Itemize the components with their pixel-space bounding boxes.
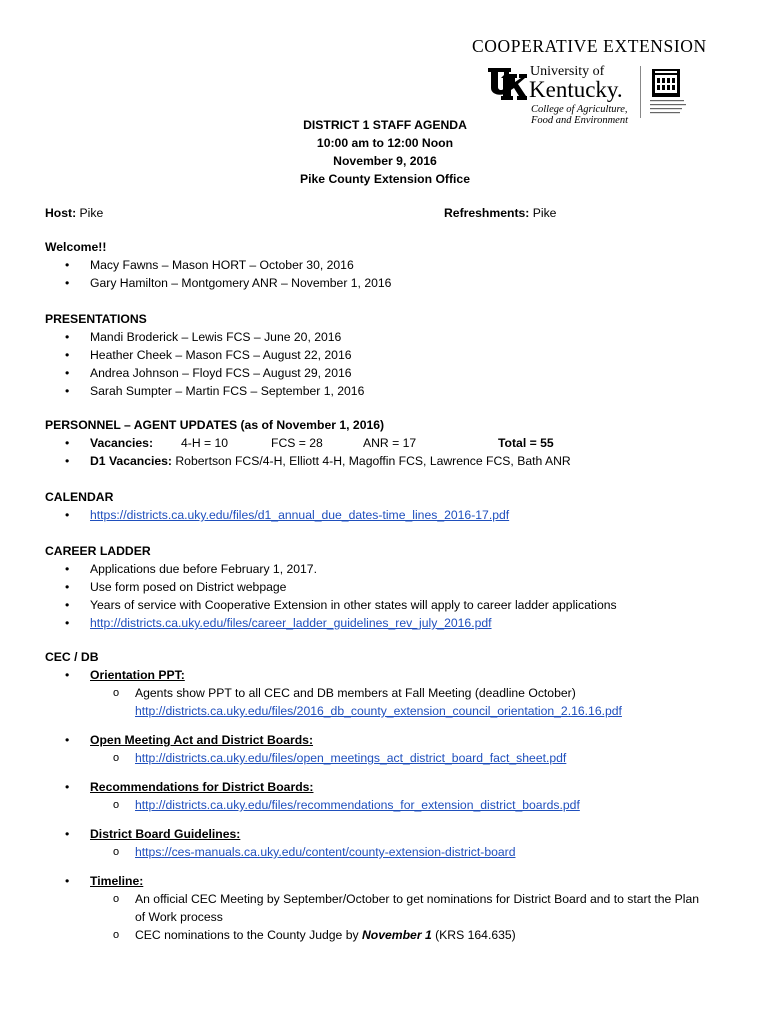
list-item bbox=[45, 506, 745, 524]
vacancies-label: • Vacancies: bbox=[90, 436, 154, 450]
d1-vacancies-item bbox=[45, 452, 745, 470]
welcome-heading: Welcome!! bbox=[45, 240, 107, 254]
d1-vacancies-label: D1 Vacancies: bbox=[90, 454, 172, 468]
kentucky-wordmark: Kentucky. bbox=[529, 77, 623, 102]
open-meeting-item bbox=[45, 731, 745, 767]
guidelines-item bbox=[45, 825, 745, 861]
presentations-section bbox=[45, 310, 745, 400]
agenda-time: 10:00 am to 12:00 Noon bbox=[316, 136, 454, 150]
vacancies-item bbox=[45, 434, 745, 452]
agenda-location: Pike County Extension Office bbox=[300, 172, 470, 186]
vacancies-fcs: FCS = 28 bbox=[271, 436, 323, 450]
guidelines-subitem bbox=[90, 843, 745, 861]
career-ladder-heading: CAREER LADDER bbox=[45, 544, 151, 558]
agenda-title-block bbox=[250, 116, 520, 188]
timeline-item bbox=[45, 872, 745, 944]
vacancies-4h: 4-H = 10 bbox=[181, 436, 229, 450]
timeline-subitem-1: o An official CEC Meeting by September/October to get nominations for District Board and to start the Plan of Work process bbox=[90, 890, 700, 926]
d1-vacancies-value: Robertson FCS/4-H, Elliott 4-H, Magoffin FCS, Lawrence FCS, Bath ANR bbox=[175, 454, 571, 468]
calendar-heading: CALENDAR bbox=[45, 490, 114, 504]
calendar-section bbox=[45, 488, 745, 524]
orientation-subitem bbox=[90, 684, 745, 720]
orientation-text: o Agents show PPT to all CEC and DB members at Fall Meeting (deadline October) bbox=[135, 686, 576, 700]
timeline-item2-date: November 1 bbox=[361, 928, 432, 942]
refreshments-line bbox=[444, 204, 556, 222]
cooperative-extension-title: COOPERATIVE EXTENSION bbox=[472, 36, 707, 56]
list-item: • Macy Fawns – Mason HORT – October 30, 2016 bbox=[45, 256, 745, 274]
timeline-item2-pre: CEC nominations to the County Judge by bbox=[135, 928, 362, 942]
presentations-heading: PRESENTATIONS bbox=[45, 312, 147, 326]
open-meeting-title: Open Meeting Act and District Boards: bbox=[90, 733, 314, 747]
refreshments-value: Pike bbox=[532, 206, 557, 220]
refreshments-label: Refreshments: bbox=[444, 206, 530, 220]
personnel-section bbox=[45, 416, 745, 470]
list-item: • Mandi Broderick – Lewis FCS – June 20, 2016 bbox=[45, 328, 745, 346]
list-item: • Sarah Sumpter – Martin FCS – September 1, 2016 bbox=[45, 382, 745, 400]
guidelines-title: District Board Guidelines: bbox=[90, 827, 241, 841]
open-meeting-link[interactable]: http://districts.ca.uky.edu/files/open_meetings_act_district_board_fact_sheet.pdf bbox=[135, 751, 567, 765]
logo-divider bbox=[640, 66, 641, 118]
list-item: • Use form posed on District webpage bbox=[45, 578, 745, 596]
vacancies-anr: ANR = 17 bbox=[363, 436, 417, 450]
uk-logo-icon bbox=[487, 66, 527, 100]
university-of-text: University of bbox=[530, 64, 605, 79]
list-item bbox=[45, 614, 745, 632]
list-item: • Heather Cheek – Mason FCS – August 22, 2016 bbox=[45, 346, 745, 364]
personnel-heading: PERSONNEL – AGENT UPDATES (as of November 1, 2016) bbox=[45, 418, 385, 432]
list-item: • Gary Hamilton – Montgomery ANR – November 1, 2016 bbox=[45, 274, 745, 292]
host-label: Host: bbox=[45, 206, 77, 220]
career-ladder-section bbox=[45, 542, 745, 632]
college-line-2: Food and Environment bbox=[531, 115, 629, 126]
cec-db-heading: CEC / DB bbox=[45, 650, 99, 664]
guidelines-link[interactable]: https://ces-manuals.ca.uky.edu/content/county-extension-district-board bbox=[135, 845, 516, 859]
host-value: Pike bbox=[79, 206, 104, 220]
college-line-1: College of Agriculture, bbox=[531, 104, 628, 115]
building-seal-icon bbox=[652, 69, 680, 97]
vacancies-total: Total = 55 bbox=[498, 436, 554, 450]
timeline-item2-post: (KRS 164.635) bbox=[431, 928, 516, 942]
timeline-title: Timeline: bbox=[90, 874, 144, 888]
recommendations-item bbox=[45, 778, 745, 814]
timeline-subitem-2 bbox=[90, 926, 745, 944]
career-ladder-link[interactable]: http://districts.ca.uky.edu/files/career_ladder_guidelines_rev_july_2016.pdf bbox=[90, 616, 492, 630]
orientation-link[interactable]: http://districts.ca.uky.edu/files/2016_db_county_extension_council_orientation_2.16.16.pdf bbox=[135, 704, 622, 718]
orientation-title: Orientation PPT: bbox=[90, 668, 185, 682]
list-item: • Applications due before February 1, 2017. bbox=[45, 560, 745, 578]
open-meeting-subitem bbox=[90, 749, 745, 767]
seal-caption-lines bbox=[648, 99, 688, 115]
host-line bbox=[45, 204, 103, 222]
list-item: • Years of service with Cooperative Extension in other states will apply to career ladder applications bbox=[45, 596, 745, 614]
welcome-section bbox=[45, 238, 745, 292]
recommendations-subitem bbox=[90, 796, 745, 814]
recommendations-link[interactable]: http://districts.ca.uky.edu/files/recommendations_for_extension_district_boards.pdf bbox=[135, 798, 580, 812]
calendar-link[interactable]: https://districts.ca.uky.edu/files/d1_annual_due_dates-time_lines_2016-17.pdf bbox=[90, 508, 510, 522]
orientation-item bbox=[45, 666, 745, 720]
agenda-title: DISTRICT 1 STAFF AGENDA bbox=[303, 118, 467, 132]
agenda-date: November 9, 2016 bbox=[333, 154, 437, 168]
list-item: • Andrea Johnson – Floyd FCS – August 29, 2016 bbox=[45, 364, 745, 382]
cec-db-section bbox=[45, 648, 745, 944]
recommendations-title: Recommendations for District Boards: bbox=[90, 780, 314, 794]
